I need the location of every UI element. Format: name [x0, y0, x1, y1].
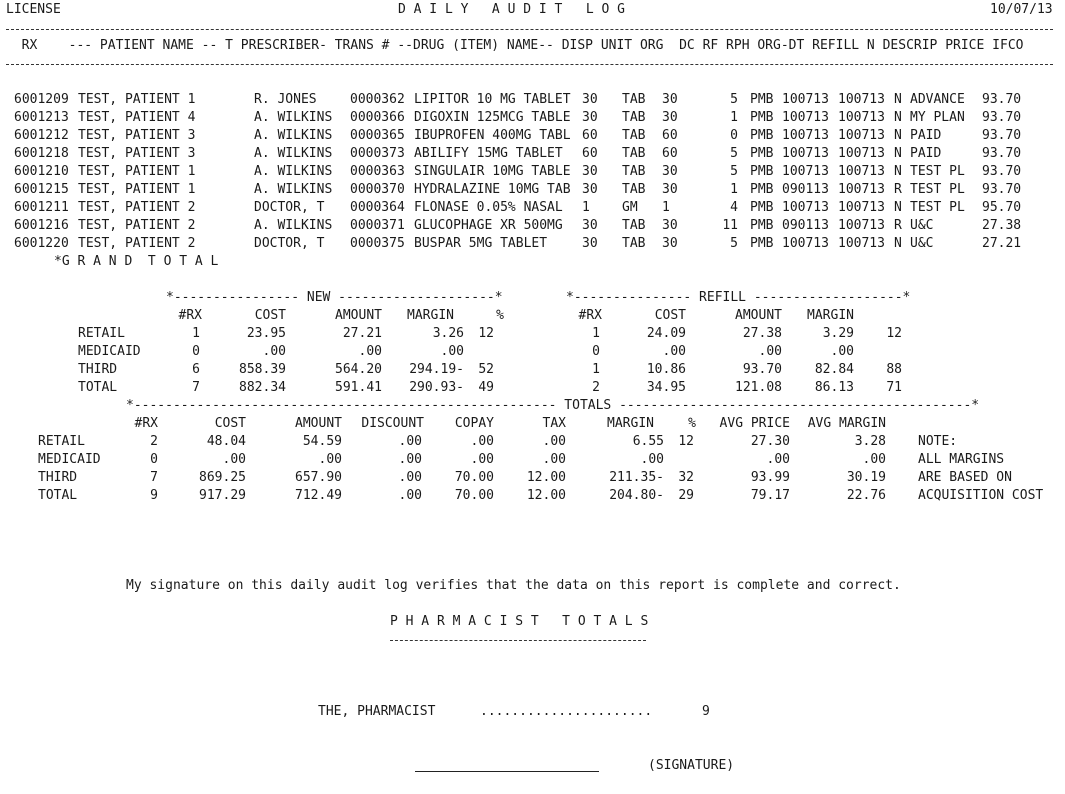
row-label: MEDICAID: [78, 344, 141, 359]
description: U&C: [910, 218, 934, 233]
column-headers: RX --- PATIENT NAME -- T PRESCRIBER- TRANS # --DRUG (ITEM) NAME-- DISP UNIT ORG DC RF RPH ORG-DT REFILL N DESCRIP PRICE IFCO: [6, 38, 1024, 53]
drug-name: IBUPROFEN 400MG TABL: [414, 128, 571, 143]
totals-tax: .00: [542, 452, 566, 467]
new-section-header: *---------------- NEW --------------------*: [166, 290, 503, 305]
price: 93.70: [982, 128, 1022, 143]
prescriber: R. JONES: [254, 92, 317, 107]
unit: TAB: [622, 128, 646, 143]
totals-cost: 869.25: [199, 470, 246, 485]
rph: PMB: [750, 146, 774, 161]
new-pct-header: %: [496, 308, 504, 323]
totals-tax: .00: [542, 434, 566, 449]
price: 93.70: [982, 146, 1022, 161]
description: PAID: [910, 128, 942, 143]
new-margin: .00: [440, 344, 464, 359]
pharmacist-count: 9: [702, 704, 710, 719]
rph: PMB: [750, 92, 774, 107]
patient-name: TEST, PATIENT 1: [78, 182, 196, 197]
new-margin: 290.93-: [409, 380, 464, 395]
new-cost: .00: [262, 344, 286, 359]
prescriber: A. WILKINS: [254, 110, 333, 125]
org-qty: 1: [662, 200, 670, 215]
totals-rx-header: #RX: [134, 416, 158, 431]
trans-number: 0000364: [350, 200, 405, 215]
totals-copay: .00: [470, 452, 494, 467]
unit: TAB: [622, 218, 646, 233]
refill-section-header: *--------------- REFILL -------------------*: [566, 290, 911, 305]
refill-cost: .00: [662, 344, 686, 359]
org-qty: 30: [662, 236, 678, 251]
rx-number: 6001211: [14, 200, 69, 215]
org-qty: 30: [662, 164, 678, 179]
refill-margin: 3.29: [822, 326, 854, 341]
rph: PMB: [750, 110, 774, 125]
note-text: ALL MARGINS: [918, 452, 1005, 467]
org-qty: 60: [662, 128, 678, 143]
totals-copay-header: COPAY: [454, 416, 494, 431]
n-flag: N: [894, 164, 902, 179]
prescriber: DOCTOR, T: [254, 236, 325, 251]
rx-number: 6001209: [14, 92, 69, 107]
n-flag: R: [894, 182, 902, 197]
patient-name: TEST, PATIENT 2: [78, 236, 196, 251]
totals-amount: 657.90: [295, 470, 342, 485]
refill-pct: 88: [886, 362, 902, 377]
signature-statement: My signature on this daily audit log verifies that the data on this report is complete and correct.: [126, 578, 901, 593]
totals-margin: 6.55: [632, 434, 664, 449]
rph: PMB: [750, 236, 774, 251]
unit: TAB: [622, 146, 646, 161]
disp-qty: 30: [582, 164, 598, 179]
unit: TAB: [622, 110, 646, 125]
patient-name: TEST, PATIENT 3: [78, 128, 196, 143]
description: ADVANCE: [910, 92, 965, 107]
patient-name: TEST, PATIENT 1: [78, 92, 196, 107]
org-date: 100713: [782, 92, 829, 107]
trans-number: 0000370: [350, 182, 405, 197]
totals-amount-header: AMOUNT: [295, 416, 342, 431]
refill-margin: .00: [830, 344, 854, 359]
rph: PMB: [750, 128, 774, 143]
totals-cost: 917.29: [199, 488, 246, 503]
new-margin-header: MARGIN: [407, 308, 454, 323]
refill-count: 5: [730, 146, 738, 161]
prescriber: A. WILKINS: [254, 218, 333, 233]
totals-cost-header: COST: [214, 416, 246, 431]
new-rx: 0: [192, 344, 200, 359]
price: 93.70: [982, 110, 1022, 125]
new-amount: 564.20: [335, 362, 382, 377]
prescriber: DOCTOR, T: [254, 200, 325, 215]
refill-count: 5: [730, 236, 738, 251]
totals-avg-price: 93.99: [750, 470, 790, 485]
totals-cost: 48.04: [206, 434, 246, 449]
disp-qty: 60: [582, 146, 598, 161]
prescriber: A. WILKINS: [254, 182, 333, 197]
description: PAID: [910, 146, 942, 161]
refill-margin-header: MARGIN: [807, 308, 854, 323]
note-text: NOTE:: [918, 434, 958, 449]
unit: TAB: [622, 236, 646, 251]
org-date: 100713: [782, 236, 829, 251]
rx-number: 6001212: [14, 128, 69, 143]
divider: [6, 64, 1053, 65]
rx-number: 6001213: [14, 110, 69, 125]
org-qty: 30: [662, 218, 678, 233]
totals-pct: 12: [678, 434, 694, 449]
drug-name: DIGOXIN 125MCG TABLE: [414, 110, 571, 125]
refill-margin: 82.84: [814, 362, 854, 377]
n-flag: N: [894, 128, 902, 143]
n-flag: N: [894, 236, 902, 251]
rph: PMB: [750, 164, 774, 179]
n-flag: N: [894, 146, 902, 161]
unit: TAB: [622, 92, 646, 107]
org-date: 100713: [782, 110, 829, 125]
org-date: 100713: [782, 164, 829, 179]
totals-pct-header: %: [688, 416, 696, 431]
org-date: 100713: [782, 128, 829, 143]
description: TEST PL: [910, 200, 965, 215]
totals-avg-margin: 3.28: [854, 434, 886, 449]
totals-avg-price: 27.30: [750, 434, 790, 449]
drug-name: HYDRALAZINE 10MG TAB: [414, 182, 571, 197]
price: 93.70: [982, 164, 1022, 179]
refill-cost: 10.86: [646, 362, 686, 377]
rph: PMB: [750, 218, 774, 233]
org-qty: 30: [662, 110, 678, 125]
new-amount: .00: [358, 344, 382, 359]
refill-rx: 1: [592, 326, 600, 341]
refill-count: 4: [730, 200, 738, 215]
totals-tax: 12.00: [526, 488, 566, 503]
org-date: 090113: [782, 218, 829, 233]
drug-name: ABILIFY 15MG TABLET: [414, 146, 563, 161]
refill-date: 100713: [838, 200, 885, 215]
refill-date: 100713: [838, 92, 885, 107]
disp-qty: 30: [582, 92, 598, 107]
refill-count: 1: [730, 110, 738, 125]
disp-qty: 30: [582, 218, 598, 233]
totals-rx: 9: [150, 488, 158, 503]
row-label: TOTAL: [78, 380, 118, 395]
new-amount: 27.21: [342, 326, 382, 341]
note-text: ACQUISITION COST: [918, 488, 1044, 503]
totals-cost: .00: [222, 452, 246, 467]
refill-date: 100713: [838, 110, 885, 125]
rx-number: 6001220: [14, 236, 69, 251]
rph: PMB: [750, 200, 774, 215]
description: U&C: [910, 236, 934, 251]
refill-count: 5: [730, 164, 738, 179]
price: 93.70: [982, 182, 1022, 197]
totals-amount: 54.59: [302, 434, 342, 449]
row-label: RETAIL: [38, 434, 85, 449]
rx-number: 6001218: [14, 146, 69, 161]
totals-rx: 0: [150, 452, 158, 467]
refill-rx: 1: [592, 362, 600, 377]
new-rx-header: #RX: [178, 308, 202, 323]
totals-discount: .00: [398, 452, 422, 467]
refill-cost: 24.09: [646, 326, 686, 341]
totals-avg-price-header: AVG PRICE: [719, 416, 790, 431]
refill-date: 100713: [838, 182, 885, 197]
refill-margin: 86.13: [814, 380, 854, 395]
new-rx: 7: [192, 380, 200, 395]
row-label: THIRD: [38, 470, 78, 485]
report-title: D A I L Y A U D I T L O G: [398, 2, 625, 17]
trans-number: 0000373: [350, 146, 405, 161]
refill-count: 11: [722, 218, 738, 233]
disp-qty: 1: [582, 200, 590, 215]
prescriber: A. WILKINS: [254, 164, 333, 179]
unit: GM: [622, 200, 638, 215]
totals-avg-margin-header: AVG MARGIN: [807, 416, 886, 431]
trans-number: 0000365: [350, 128, 405, 143]
new-pct: 49: [478, 380, 494, 395]
row-label: MEDICAID: [38, 452, 101, 467]
refill-amount: 93.70: [742, 362, 782, 377]
trans-number: 0000366: [350, 110, 405, 125]
license-label: LICENSE: [6, 2, 61, 17]
totals-discount: .00: [398, 434, 422, 449]
totals-margin: .00: [640, 452, 664, 467]
totals-tax-header: TAX: [542, 416, 566, 431]
rph: PMB: [750, 182, 774, 197]
refill-count: 0: [730, 128, 738, 143]
signature-label: (SIGNATURE): [648, 758, 735, 773]
refill-cost-header: COST: [654, 308, 686, 323]
note-text: ARE BASED ON: [918, 470, 1012, 485]
drug-name: LIPITOR 10 MG TABLET: [414, 92, 571, 107]
totals-pct: 29: [678, 488, 694, 503]
new-amount-header: AMOUNT: [335, 308, 382, 323]
drug-name: SINGULAIR 10MG TABLE: [414, 164, 571, 179]
patient-name: TEST, PATIENT 3: [78, 146, 196, 161]
divider: [390, 640, 646, 641]
drug-name: FLONASE 0.05% NASAL: [414, 200, 563, 215]
new-cost: 858.39: [239, 362, 286, 377]
pharmacist-totals-title: P H A R M A C I S T T O T A L S: [390, 614, 649, 629]
price: 93.70: [982, 92, 1022, 107]
row-label: TOTAL: [38, 488, 78, 503]
refill-rx: 0: [592, 344, 600, 359]
totals-margin-header: MARGIN: [607, 416, 654, 431]
trans-number: 0000362: [350, 92, 405, 107]
new-pct: 52: [478, 362, 494, 377]
refill-date: 100713: [838, 218, 885, 233]
rx-number: 6001216: [14, 218, 69, 233]
new-cost: 23.95: [246, 326, 286, 341]
refill-amount-header: AMOUNT: [735, 308, 782, 323]
divider: [6, 29, 1053, 30]
org-qty: 30: [662, 182, 678, 197]
refill-count: 5: [730, 92, 738, 107]
disp-qty: 30: [582, 182, 598, 197]
trans-number: 0000371: [350, 218, 405, 233]
totals-rx: 7: [150, 470, 158, 485]
pharmacist-name: THE, PHARMACIST: [318, 704, 436, 719]
totals-avg-price: 79.17: [750, 488, 790, 503]
description: TEST PL: [910, 182, 965, 197]
refill-amount: 121.08: [735, 380, 782, 395]
refill-amount: 27.38: [742, 326, 782, 341]
price: 27.21: [982, 236, 1022, 251]
totals-discount: .00: [398, 470, 422, 485]
patient-name: TEST, PATIENT 1: [78, 164, 196, 179]
n-flag: N: [894, 110, 902, 125]
signature-line[interactable]: [415, 771, 599, 772]
totals-rx: 2: [150, 434, 158, 449]
prescriber: A. WILKINS: [254, 128, 333, 143]
totals-discount-header: DISCOUNT: [361, 416, 424, 431]
description: MY PLAN: [910, 110, 965, 125]
description: TEST PL: [910, 164, 965, 179]
refill-date: 100713: [838, 164, 885, 179]
trans-number: 0000375: [350, 236, 405, 251]
disp-qty: 60: [582, 128, 598, 143]
trans-number: 0000363: [350, 164, 405, 179]
totals-tax: 12.00: [526, 470, 566, 485]
refill-date: 100713: [838, 236, 885, 251]
refill-cost: 34.95: [646, 380, 686, 395]
drug-name: BUSPAR 5MG TABLET: [414, 236, 548, 251]
row-label: THIRD: [78, 362, 118, 377]
totals-discount: .00: [398, 488, 422, 503]
totals-amount: 712.49: [295, 488, 342, 503]
totals-avg-margin: 22.76: [846, 488, 886, 503]
rx-number: 6001210: [14, 164, 69, 179]
totals-copay: .00: [470, 434, 494, 449]
totals-copay: 70.00: [454, 488, 494, 503]
refill-rx-header: #RX: [578, 308, 602, 323]
totals-pct: 32: [678, 470, 694, 485]
refill-count: 1: [730, 182, 738, 197]
pharmacist-dots: ......................: [480, 704, 653, 719]
report-date: 10/07/13: [990, 2, 1053, 17]
unit: TAB: [622, 164, 646, 179]
refill-amount: .00: [758, 344, 782, 359]
org-date: 090113: [782, 182, 829, 197]
totals-copay: 70.00: [454, 470, 494, 485]
new-rx: 1: [192, 326, 200, 341]
new-cost: 882.34: [239, 380, 286, 395]
totals-margin: 204.80-: [609, 488, 664, 503]
totals-amount: .00: [318, 452, 342, 467]
new-rx: 6: [192, 362, 200, 377]
disp-qty: 30: [582, 236, 598, 251]
rx-number: 6001215: [14, 182, 69, 197]
org-date: 100713: [782, 146, 829, 161]
grand-total-label: *G R A N D T O T A L: [54, 254, 219, 269]
new-pct: 12: [478, 326, 494, 341]
price: 95.70: [982, 200, 1022, 215]
n-flag: R: [894, 218, 902, 233]
totals-avg-margin: .00: [862, 452, 886, 467]
totals-avg-price: .00: [766, 452, 790, 467]
new-cost-header: COST: [254, 308, 286, 323]
n-flag: N: [894, 92, 902, 107]
new-margin: 294.19-: [409, 362, 464, 377]
totals-margin: 211.35-: [609, 470, 664, 485]
org-date: 100713: [782, 200, 829, 215]
refill-date: 100713: [838, 128, 885, 143]
drug-name: GLUCOPHAGE XR 500MG: [414, 218, 563, 233]
prescriber: A. WILKINS: [254, 146, 333, 161]
row-label: RETAIL: [78, 326, 125, 341]
price: 27.38: [982, 218, 1022, 233]
patient-name: TEST, PATIENT 2: [78, 218, 196, 233]
refill-date: 100713: [838, 146, 885, 161]
refill-pct: 71: [886, 380, 902, 395]
n-flag: N: [894, 200, 902, 215]
patient-name: TEST, PATIENT 2: [78, 200, 196, 215]
org-qty: 30: [662, 92, 678, 107]
refill-pct: 12: [886, 326, 902, 341]
new-amount: 591.41: [335, 380, 382, 395]
patient-name: TEST, PATIENT 4: [78, 110, 196, 125]
totals-avg-margin: 30.19: [846, 470, 886, 485]
refill-rx: 2: [592, 380, 600, 395]
disp-qty: 30: [582, 110, 598, 125]
totals-section-header: *------------------------------------------------------ TOTALS ---------------------------------------------*: [126, 398, 980, 413]
unit: TAB: [622, 182, 646, 197]
new-margin: 3.26: [432, 326, 464, 341]
org-qty: 60: [662, 146, 678, 161]
